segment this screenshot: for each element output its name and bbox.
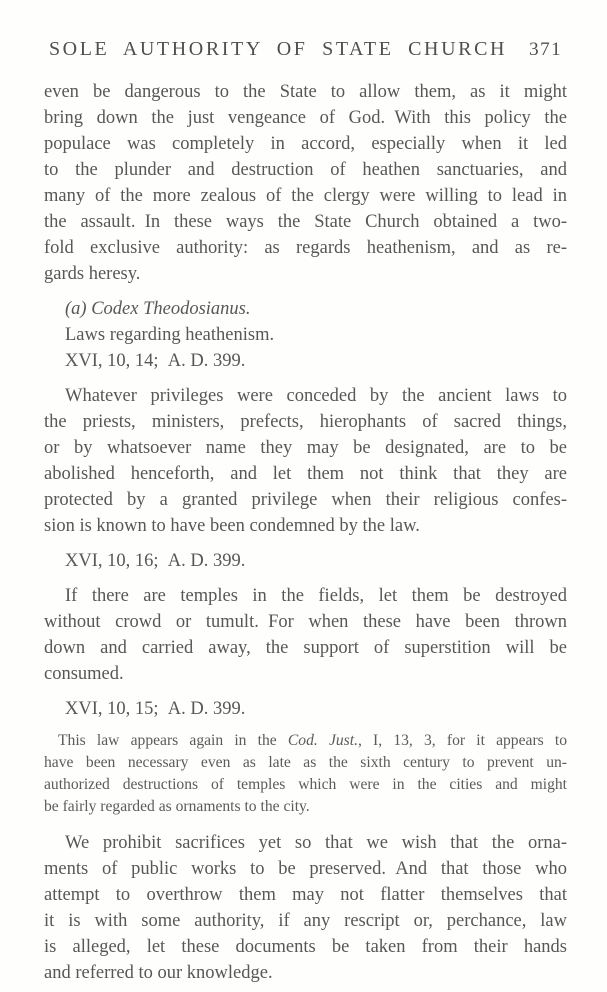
- text-line: [44, 635, 567, 661]
- paragraph-block: [44, 383, 567, 539]
- text-line: [44, 383, 567, 409]
- text-segment: attempt to overthrow them may not flatter themselves that: [44, 885, 567, 905]
- text-segment: consumed.: [44, 664, 124, 684]
- text-line: [44, 696, 567, 722]
- text-line: [44, 513, 567, 539]
- text-line: [44, 209, 567, 235]
- text-segment: ments of public works to be preserved. And that those who: [44, 859, 567, 879]
- text-line: [44, 796, 567, 818]
- text-segment: to the plunder and destruction of heathen sanctuaries, and: [44, 160, 567, 180]
- text-segment: fold exclusive authority: as regards heathenism, and as re-: [44, 238, 567, 258]
- text-segment: down and carried away, the support of superstition will be: [44, 638, 567, 658]
- citation-block: [44, 548, 567, 574]
- text-segment: many of the more zealous of the clergy were willing to lead in: [44, 186, 567, 206]
- text-line: [44, 548, 567, 574]
- text-line: [44, 131, 567, 157]
- text-segment: and referred to our knowledge.: [44, 963, 273, 983]
- text-segment: or by whatsoever name they may be designated, are to be: [44, 438, 567, 458]
- page-body: [44, 79, 567, 986]
- text-line: [44, 461, 567, 487]
- paragraph-block: [44, 830, 567, 986]
- text-line: [44, 661, 567, 687]
- text-line: [44, 435, 567, 461]
- citation-block: [44, 296, 567, 374]
- text-segment: XVI, 10, 14; A. D. 399.: [65, 351, 246, 371]
- text-line: [44, 774, 567, 796]
- text-line: [44, 960, 567, 986]
- page-header: [44, 36, 567, 63]
- paragraph-block: [44, 583, 567, 687]
- text-segment: even be dangerous to the State to allow them, as it might: [44, 82, 567, 102]
- text-line: [44, 322, 567, 348]
- text-segment: If there are temples in the fields, let them be destroyed: [65, 586, 567, 606]
- text-segment: it is with some authority, if any rescript or, perchance, law: [44, 911, 567, 931]
- citation-block: [44, 696, 567, 722]
- text-line: [44, 409, 567, 435]
- text-segment: is alleged, let these documents be taken from their hands: [44, 937, 567, 957]
- text-line: [44, 348, 567, 374]
- text-line: [44, 856, 567, 882]
- running-head-title: SOLE AUTHORITY OF STATE CHURCH: [48, 38, 508, 60]
- text-segment: sion is known to have been condemned by the law.: [44, 516, 420, 536]
- text-segment: the priests, ministers, prefects, hierophants of sacred things,: [44, 412, 567, 432]
- text-segment: gards heresy.: [44, 264, 141, 284]
- text-line: [44, 183, 567, 209]
- text-segment: Whatever privileges were conceded by the ancient laws to: [65, 386, 567, 406]
- text-segment: (a) Codex Theodosianus.: [65, 299, 251, 319]
- text-line: [44, 908, 567, 934]
- text-segment: bring down the just vengeance of God. With this policy the: [44, 108, 567, 128]
- text-line: [44, 157, 567, 183]
- text-line: [44, 583, 567, 609]
- text-segment: Cod. Just.: [287, 732, 358, 749]
- text-segment: be fairly regarded as ornaments to the city.: [44, 798, 310, 815]
- paragraph-block: [44, 79, 567, 287]
- text-line: [44, 830, 567, 856]
- text-segment: without crowd or tumult. For when these have been thrown: [44, 612, 567, 632]
- text-line: [44, 882, 567, 908]
- text-line: [44, 261, 567, 287]
- text-segment: We prohibit sacrifices yet so that we wish that the orna-: [65, 833, 567, 853]
- text-segment: populace was completely in accord, especially when it led: [44, 134, 567, 154]
- text-line: [44, 79, 567, 105]
- text-segment: Laws regarding heathenism.: [65, 325, 275, 345]
- text-line: [44, 487, 567, 513]
- text-segment: abolished henceforth, and let them not think that they are: [44, 464, 567, 484]
- text-line: [44, 934, 567, 960]
- text-segment: XVI, 10, 16; A. D. 399.: [65, 551, 246, 571]
- text-line: [44, 105, 567, 131]
- text-segment: XVI, 10, 15; A. D. 399.: [65, 699, 246, 719]
- text-line: [44, 752, 567, 774]
- text-line: [44, 609, 567, 635]
- text-segment: , I, 13, 3, for it appears to: [357, 732, 568, 749]
- page-number: 371: [529, 39, 563, 60]
- text-segment: This law appears again in the: [58, 732, 288, 749]
- text-line: [44, 730, 567, 752]
- text-line: [44, 235, 567, 261]
- text-segment: protected by a granted privilege when their religious confes-: [44, 490, 567, 510]
- text-line: [44, 296, 567, 322]
- text-segment: authorized destructions of temples which were in the cities and might: [44, 776, 567, 793]
- text-segment: the assault. In these ways the State Church obtained a two-: [44, 212, 567, 232]
- note-block: [44, 730, 567, 818]
- text-segment: have been necessary even as late as the sixth century to prevent un-: [44, 754, 567, 771]
